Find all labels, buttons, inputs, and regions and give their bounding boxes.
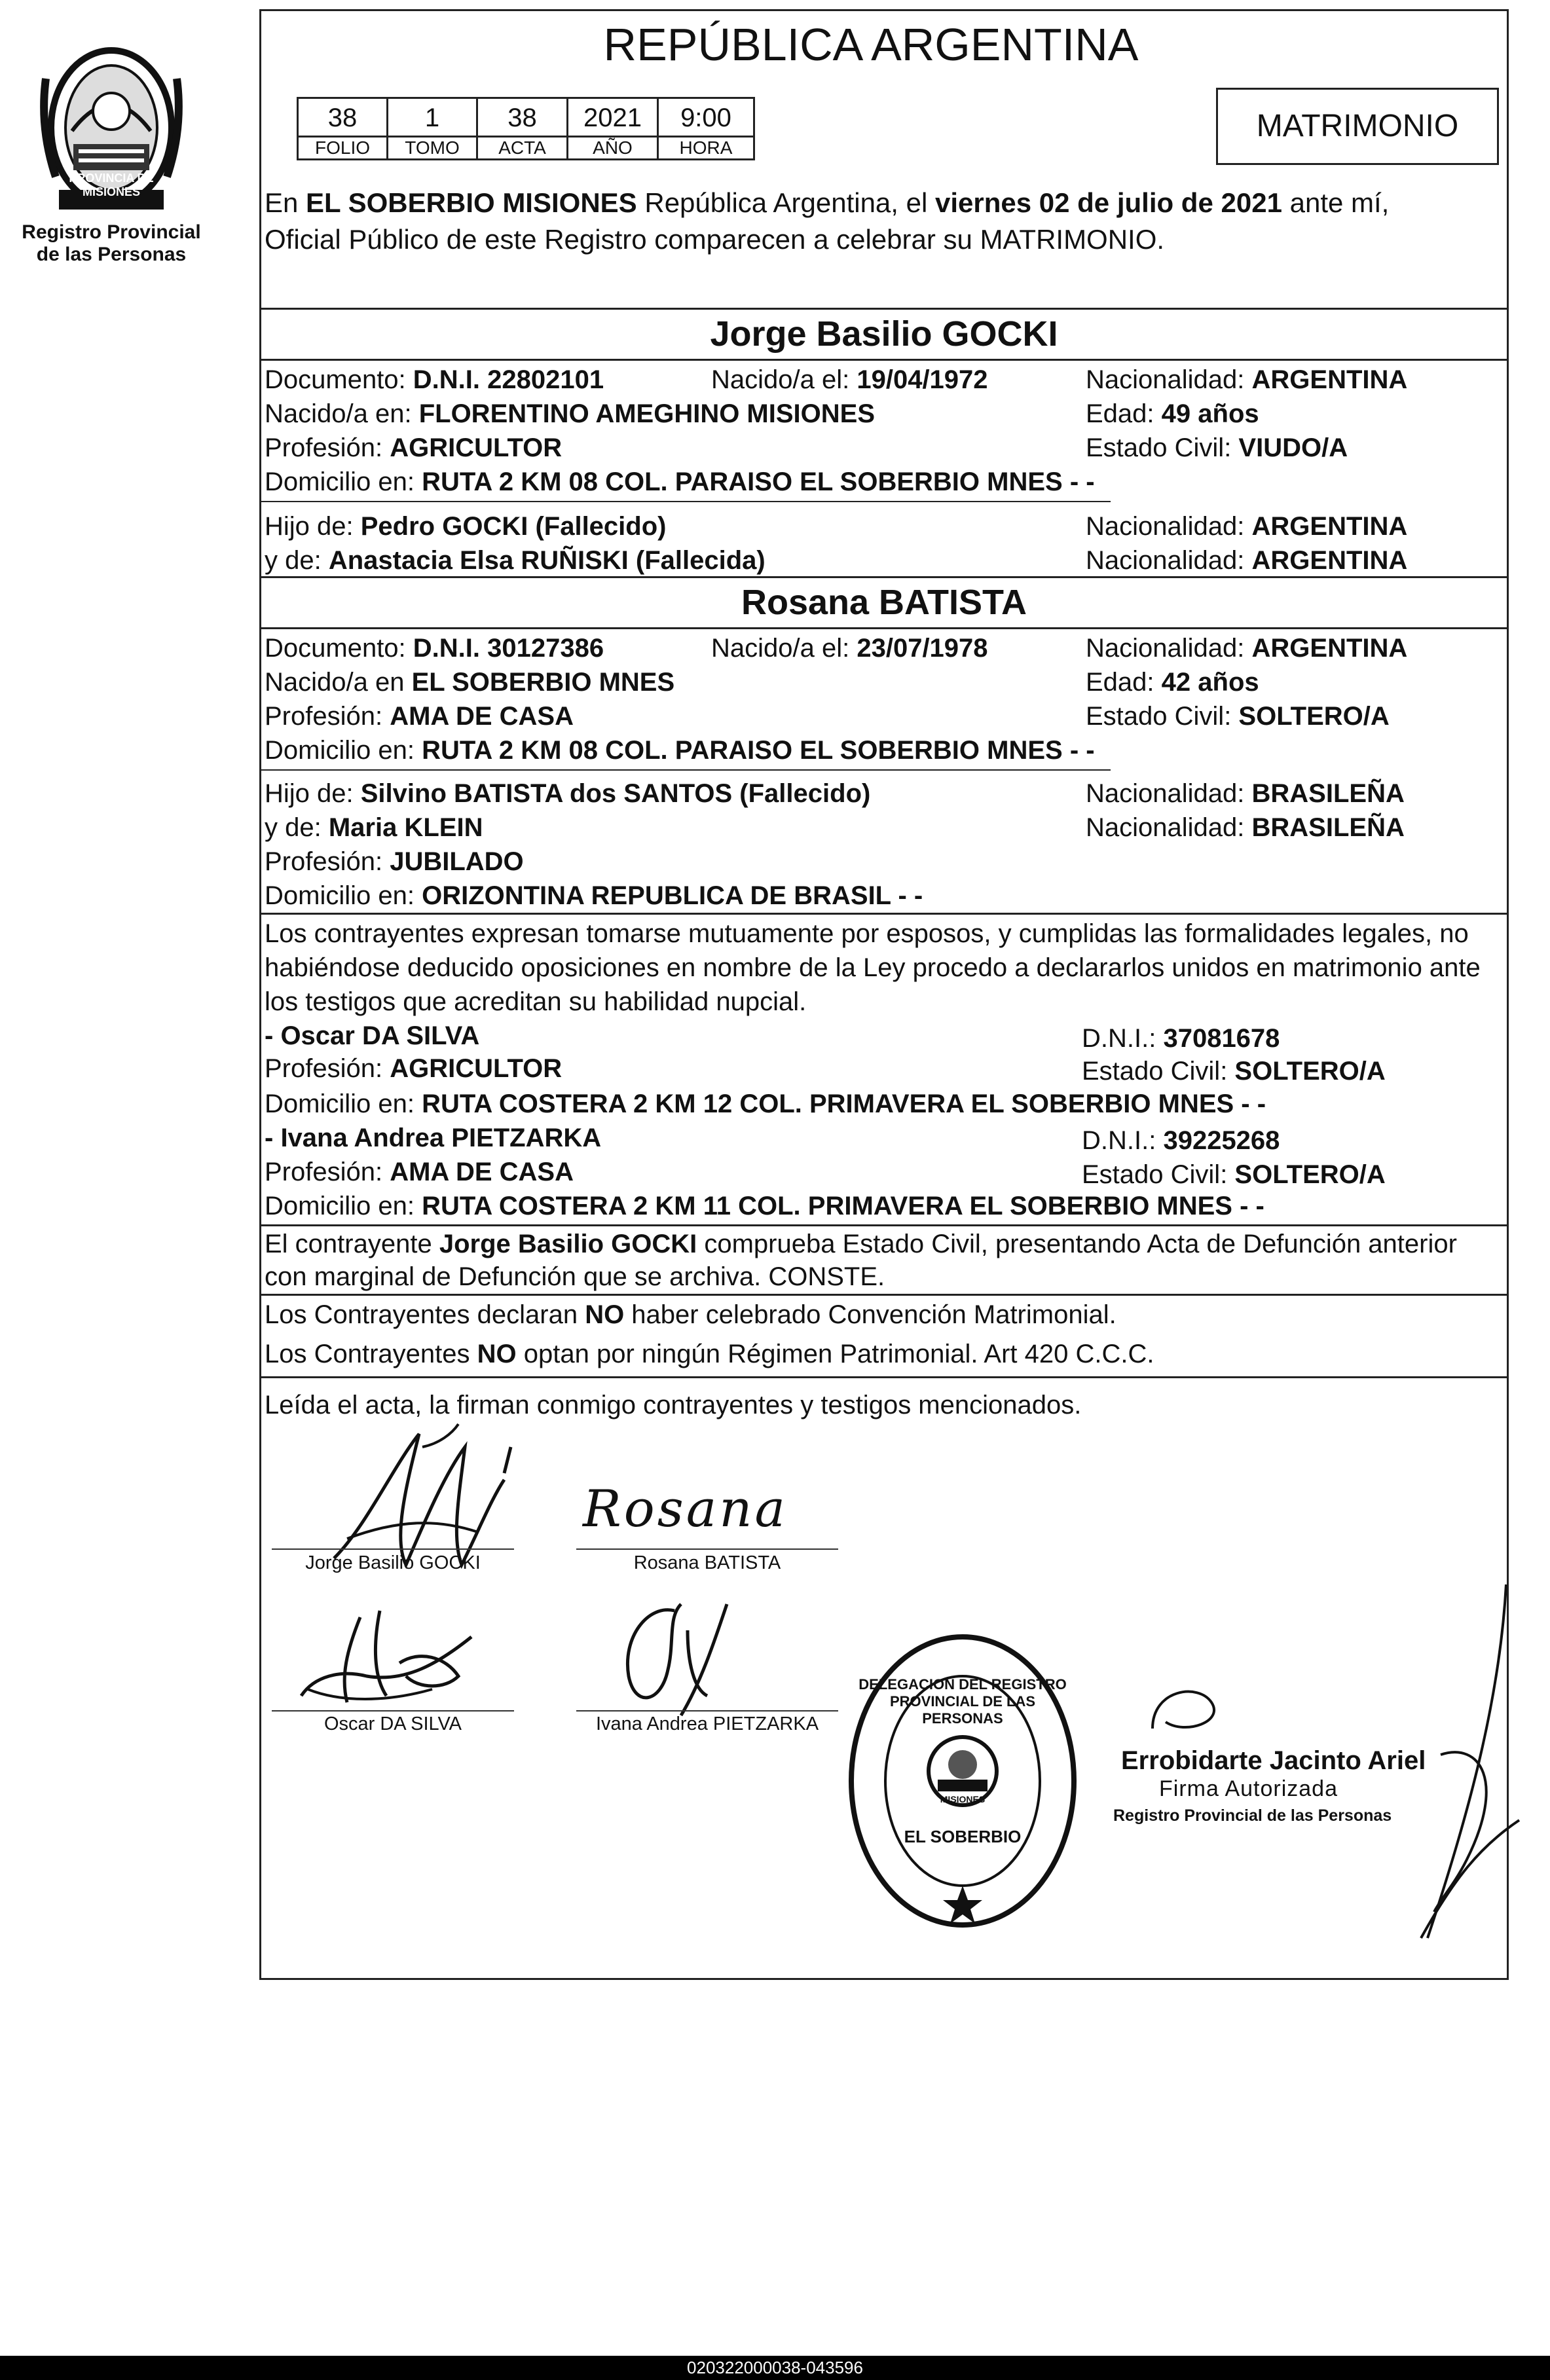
witness2-address: Domicilio en: RUTA COSTERA 2 KM 11 COL. PRIMAVERA EL SOBERBIO MNES - - — [265, 1192, 1264, 1220]
witness2-signature — [589, 1591, 760, 1722]
groom-father: Hijo de: Pedro GOCKI (Fallecido) — [265, 512, 667, 541]
logo-emblem-text: PROVINCIA DE MISIONES — [69, 172, 154, 198]
witness1-address: Domicilio en: RUTA COSTERA 2 KM 12 COL. PRIMAVERA EL SOBERBIO MNES - - — [265, 1089, 1266, 1118]
witness2-signature-label: Ivana Andrea PIETZARKA — [595, 1713, 819, 1734]
act-type-label: MATRIMONIO — [1256, 109, 1459, 143]
seal-center-text: MISIONES — [940, 1794, 986, 1804]
divider — [259, 308, 1509, 310]
document-title: REPÚBLICA ARGENTINA — [603, 19, 1139, 70]
groom-signature-line — [272, 1548, 514, 1550]
groom-nationality: Nacionalidad: ARGENTINA — [1086, 365, 1408, 394]
logo-caption-line1: Registro Provincial — [22, 221, 201, 243]
groom-birthplace: Nacido/a en: FLORENTINO AMEGHINO MISIONES — [265, 399, 876, 428]
seal-ring-text: DELEGACION DEL REGISTRO PROVINCIAL DE LAS PERSONAS — [858, 1676, 1067, 1727]
groom-birthdate: Nacido/a el: 19/04/1972 — [711, 365, 988, 394]
bride-profession: Profesión: AMA DE CASA — [265, 702, 574, 731]
intro-line2: Oficial Público de este Registro comparecen a celebrar su MATRIMONIO. — [265, 224, 1165, 255]
witness2-name: - Ivana Andrea PIETZARKA — [265, 1124, 602, 1152]
bride-mother-nationality: Nacionalidad: BRASILEÑA — [1086, 813, 1405, 842]
hora-value: 9:00 — [657, 97, 755, 137]
groom-age: Edad: 49 años — [1086, 399, 1259, 428]
bride-parent-address: Domicilio en: ORIZONTINA REPUBLICA DE BRASIL - - — [265, 881, 923, 910]
intro-line1: En EL SOBERBIO MISIONES República Argentina, el viernes 02 de julio de 2021 ante mí, — [265, 187, 1390, 218]
closing-text: Leída el acta, la firman conmigo contrayentes y testigos mencionados. — [265, 1391, 1082, 1419]
bride-signature-label: Rosana BATISTA — [633, 1552, 781, 1573]
tomo-value: 1 — [386, 97, 478, 137]
note-line1: El contrayente Jorge Basilio GOCKI comprueba Estado Civil, presentando Acta de Defunción anterior — [265, 1230, 1457, 1258]
official-seal — [845, 1630, 1080, 1931]
groom-address: Domicilio en: RUTA 2 KM 08 COL. PARAISO EL SOBERBIO MNES - - — [265, 467, 1095, 496]
logo-caption-line2: de las Personas — [36, 244, 187, 265]
groom-name: Jorge Basilio GOCKI — [710, 314, 1058, 354]
anio-label: AÑO — [566, 136, 659, 160]
witness1-profession: Profesión: AGRICULTOR — [265, 1054, 563, 1083]
declaration-line2: habiéndose deducido oposiciones en nombre de la Ley procedo a declararlos unidos en matrimonio ante — [265, 953, 1481, 982]
witness1-name: - Oscar DA SILVA — [265, 1021, 480, 1050]
folio-label: FOLIO — [297, 136, 388, 160]
divider — [259, 1294, 1509, 1296]
groom-signature-label: Jorge Basilio GOCKI — [305, 1552, 481, 1573]
hora-label: HORA — [657, 136, 755, 160]
bride-signature-line — [576, 1548, 838, 1550]
convention-line2: Los Contrayentes NO optan por ningún Régimen Patrimonial. Art 420 C.C.C. — [265, 1340, 1154, 1368]
groom-profession: Profesión: AGRICULTOR — [265, 433, 563, 462]
divider — [259, 1376, 1509, 1378]
official-title: Firma Autorizada — [1159, 1776, 1338, 1801]
divider — [259, 359, 1509, 361]
bride-birthplace: Nacido/a en EL SOBERBIO MNES — [265, 668, 675, 697]
witness2-civil-status: Estado Civil: SOLTERO/A — [1082, 1160, 1386, 1189]
bride-address: Domicilio en: RUTA 2 KM 08 COL. PARAISO EL SOBERBIO MNES - - — [265, 736, 1095, 765]
divider — [259, 501, 1111, 502]
witness1-dni: D.N.I.: 37081678 — [1082, 1024, 1280, 1053]
bride-mother: y de: Maria KLEIN — [265, 813, 483, 842]
footer-code: 020322000038-043596 — [687, 2358, 863, 2377]
witness2-signature-line — [576, 1710, 838, 1712]
witness1-signature — [288, 1598, 498, 1715]
declaration-line1: Los contrayentes expresan tomarse mutuamente por esposos, y cumplidas las formalidades legales, no — [265, 919, 1469, 948]
bride-father: Hijo de: Silvino BATISTA dos SANTOS (Fallecido) — [265, 779, 871, 808]
acta-value: 38 — [476, 97, 568, 137]
bride-signature-handwriting: Rosana — [583, 1480, 788, 1539]
divider — [259, 769, 1111, 771]
witness2-dni: D.N.I.: 39225268 — [1082, 1126, 1280, 1155]
witness1-signature-line — [272, 1710, 514, 1712]
divider — [259, 627, 1509, 629]
bride-age: Edad: 42 años — [1086, 668, 1259, 697]
groom-document: Documento: D.N.I. 22802101 — [265, 365, 604, 394]
anio-value: 2021 — [566, 97, 659, 137]
official-name: Errobidarte Jacinto Ariel — [1121, 1746, 1426, 1775]
bride-document: Documento: D.N.I. 30127386 — [265, 634, 604, 663]
witness1-signature-label: Oscar DA SILVA — [323, 1713, 462, 1734]
convention-line1: Los Contrayentes declaran NO haber celebrado Convención Matrimonial. — [265, 1300, 1116, 1329]
witness2-profession: Profesión: AMA DE CASA — [265, 1158, 574, 1186]
tomo-label: TOMO — [386, 136, 478, 160]
bride-nationality: Nacionalidad: ARGENTINA — [1086, 634, 1408, 663]
bride-name: Rosana BATISTA — [741, 583, 1027, 622]
bride-parent-profession: Profesión: JUBILADO — [265, 847, 524, 876]
divider — [259, 1224, 1509, 1226]
bride-civil-status: Estado Civil: SOLTERO/A — [1086, 702, 1390, 731]
divider — [259, 576, 1509, 578]
divider — [259, 913, 1509, 915]
declaration-line3: los testigos que acreditan su habilidad nupcial. — [265, 987, 807, 1016]
note-line2: con marginal de Defunción que se archiva. CONSTE. — [265, 1262, 885, 1291]
bride-father-nationality: Nacionalidad: BRASILEÑA — [1086, 779, 1405, 808]
groom-civil-status: Estado Civil: VIUDO/A — [1086, 433, 1348, 462]
folio-value: 38 — [297, 97, 388, 137]
seal-inner-text: EL SOBERBIO — [904, 1827, 1022, 1846]
groom-mother: y de: Anastacia Elsa RUÑISKI (Fallecida) — [265, 546, 766, 575]
official-registry: Registro Provincial de las Personas — [1113, 1806, 1392, 1825]
bride-birthdate: Nacido/a el: 23/07/1978 — [711, 634, 988, 663]
acta-label: ACTA — [476, 136, 568, 160]
groom-mother-nationality: Nacionalidad: ARGENTINA — [1086, 546, 1408, 575]
groom-father-nationality: Nacionalidad: ARGENTINA — [1086, 512, 1408, 541]
witness1-civil-status: Estado Civil: SOLTERO/A — [1082, 1057, 1386, 1086]
